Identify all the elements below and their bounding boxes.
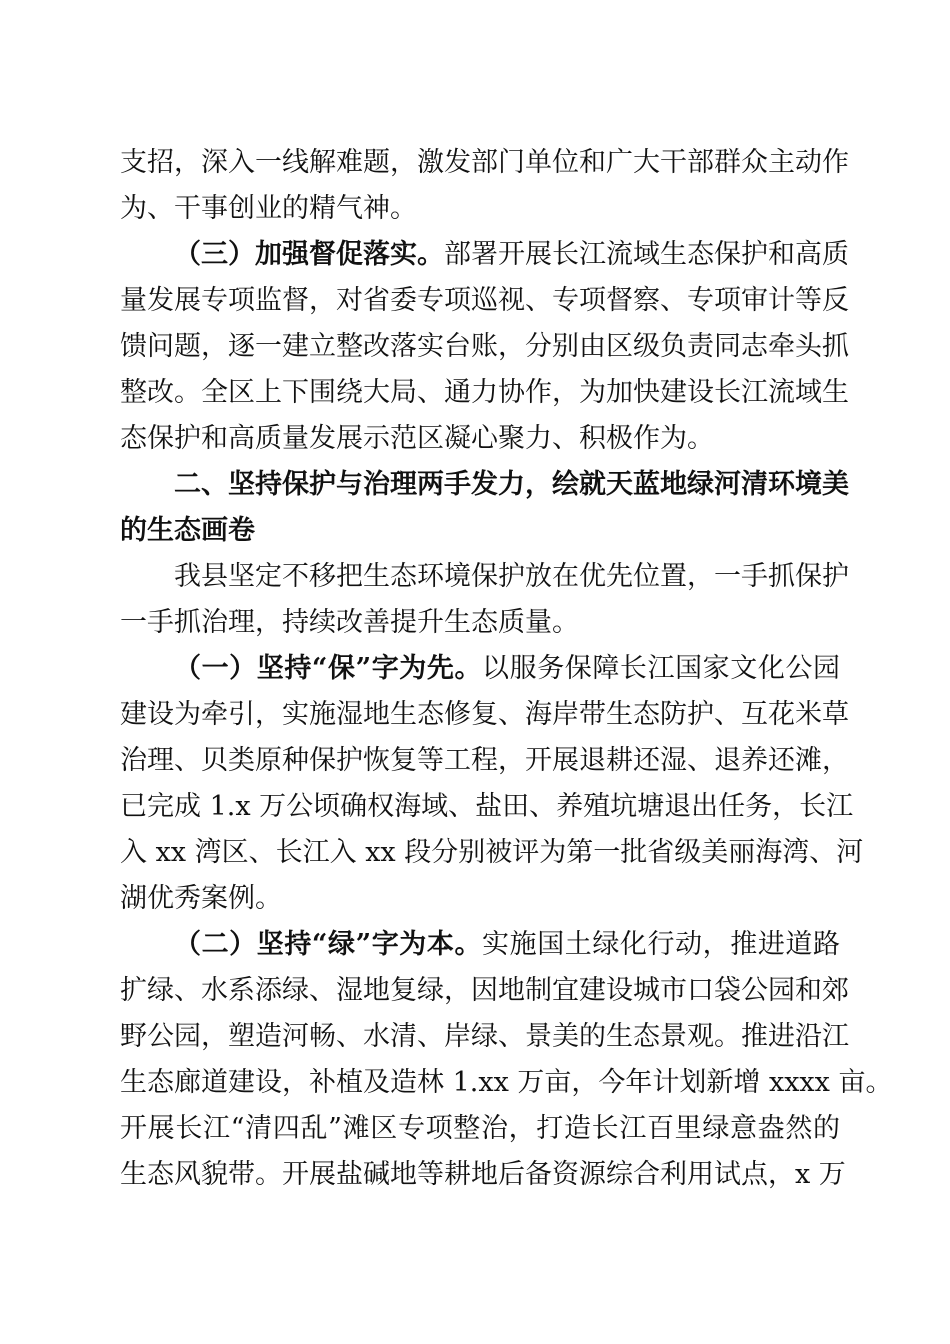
text-line: 一手抓治理，持续改善提升生态质量。 <box>120 607 579 638</box>
text-line: 野公园，塑造河畅、水清、岸绿、景美的生态景观。推进沿江 <box>120 1021 849 1052</box>
text-line <box>174 922 840 968</box>
text-line: 支招，深入一线解难题，激发部门单位和广大干部群众主动作 <box>120 147 849 178</box>
text-line: 整改。全区上下围绕大局、通力协作，为加快建设长江流域生 <box>120 377 849 408</box>
text-line <box>174 646 840 692</box>
text-line: 为、干事创业的精气神。 <box>120 193 417 224</box>
text-line: 扩绿、水系添绿、湿地复绿，因地制宜建设城市口袋公园和郊 <box>120 975 849 1006</box>
text-line: 生态风貌带。开展盐碱地等耕地后备资源综合利用试点，x 万 <box>120 1159 846 1190</box>
paragraph-lead: （一）坚持“保”字为先。 <box>174 653 483 684</box>
heading-line: 二、坚持保护与治理两手发力，绘就天蓝地绿河清环境美 <box>174 469 849 500</box>
heading-line: 的生态画卷 <box>120 515 255 546</box>
text-line: 馈问题，逐一建立整改落实台账，分别由区级负责同志牵头抓 <box>120 331 849 362</box>
text-line: 治理、贝类原种保护恢复等工程，开展退耕还湿、退养还滩， <box>120 745 849 776</box>
text-line: 量发展专项监督，对省委专项巡视、专项督察、专项审计等反 <box>120 285 849 316</box>
text-line <box>174 232 849 278</box>
text-run: 以服务保障长江国家文化公园 <box>482 653 840 684</box>
text-line: 态保护和高质量发展示范区凝心聚力、积极作为。 <box>120 423 714 454</box>
paragraph-lead: （二）坚持“绿”字为本。 <box>174 929 483 960</box>
text-line: 我县坚定不移把生态环境保护放在优先位置，一手抓保护 <box>174 561 849 592</box>
text-line: 湖优秀案例。 <box>120 883 282 914</box>
text-line: 开展长江“清四乱”滩区专项整治，打造长江百里绿意盎然的 <box>120 1113 840 1144</box>
text-line: 生态廊道建设，补植及造林 1.xx 万亩，今年计划新增 xxxx 亩。 <box>120 1067 893 1098</box>
text-line: 已完成 1.x 万公顷确权海域、盐田、养殖坑塘退出任务，长江 <box>120 791 854 822</box>
text-run: 实施国土绿化行动，推进道路 <box>482 929 840 960</box>
text-line: 入 xx 湾区、长江入 xx 段分别被评为第一批省级美丽海湾、河 <box>120 837 864 868</box>
text-line: 建设为牵引，实施湿地生态修复、海岸带生态防护、互花米草 <box>120 699 849 730</box>
paragraph-lead: （三）加强督促落实。 <box>174 239 444 270</box>
text-run: 部署开展长江流域生态保护和高质 <box>444 239 849 270</box>
